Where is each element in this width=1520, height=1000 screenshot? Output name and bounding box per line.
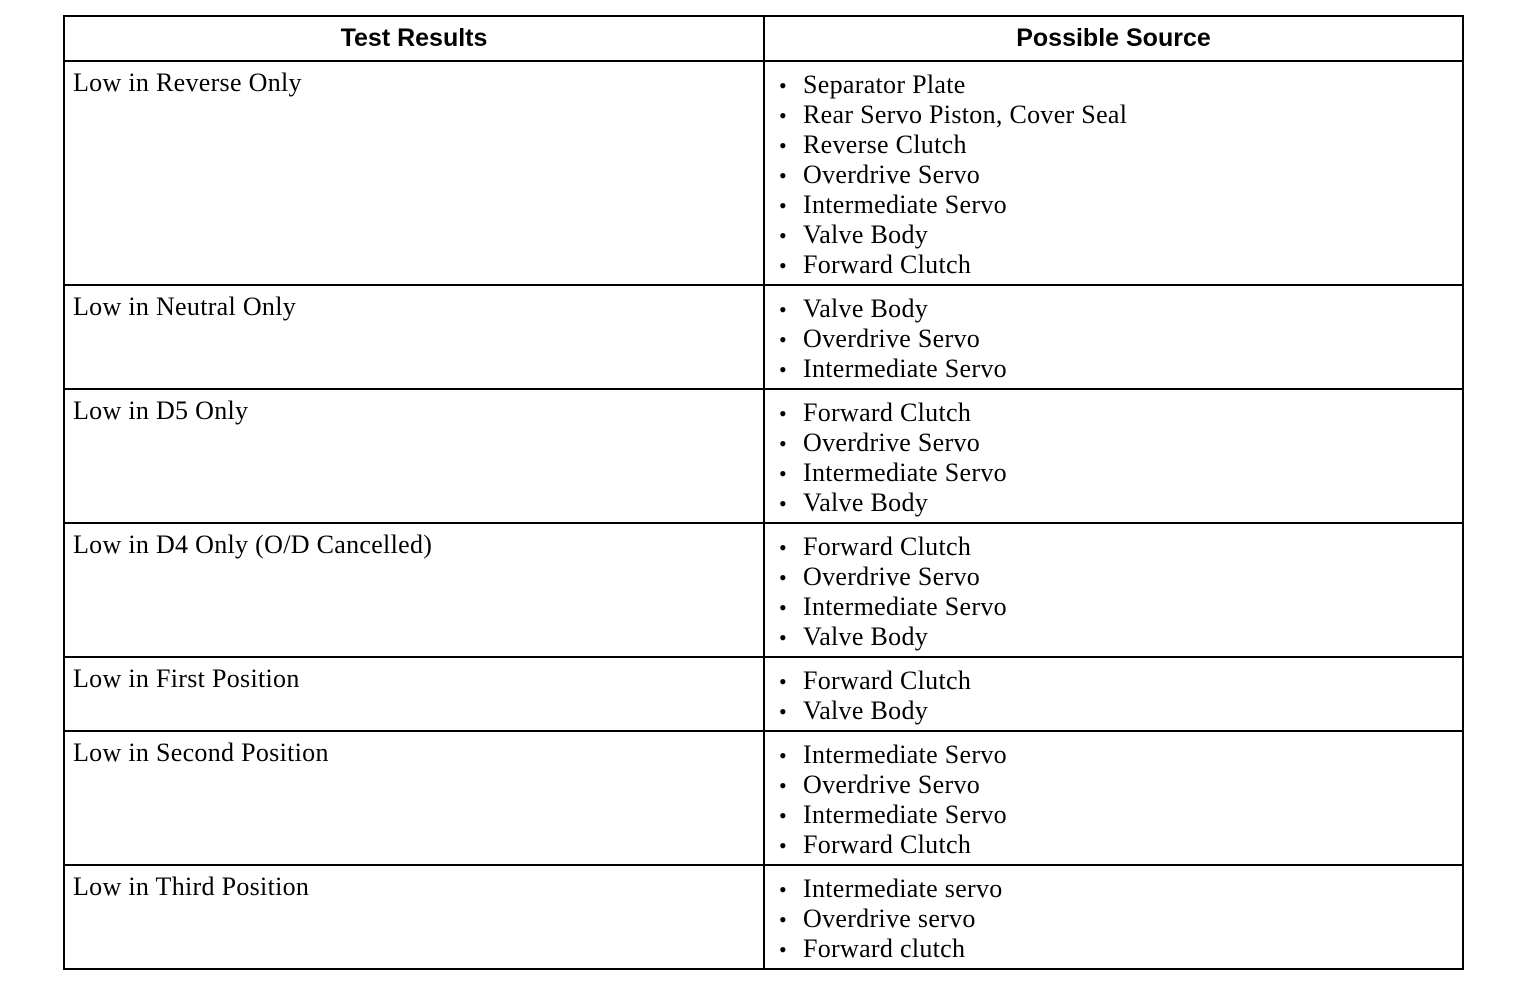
possible-source-cell xyxy=(764,657,1463,731)
source-text: Intermediate Servo xyxy=(803,190,1007,219)
test-result-cell xyxy=(64,523,764,657)
test-result-text: Low in Second Position xyxy=(73,738,329,767)
source-text: Valve Body xyxy=(803,622,929,651)
possible-source-list xyxy=(765,658,1462,730)
bullet-icon: • xyxy=(779,773,788,798)
table-row xyxy=(64,657,1463,731)
source-text: Overdrive Servo xyxy=(803,562,981,591)
table-row xyxy=(64,61,1463,285)
table-row xyxy=(64,389,1463,523)
source-text: Forward Clutch xyxy=(803,250,972,279)
source-text: Overdrive Servo xyxy=(803,428,981,457)
test-result-cell xyxy=(64,731,764,865)
list-item xyxy=(779,488,1462,518)
list-item xyxy=(779,770,1462,800)
source-text: Forward Clutch xyxy=(803,666,972,695)
source-text: Intermediate Servo xyxy=(803,740,1007,769)
test-result-cell xyxy=(64,285,764,389)
source-text: Valve Body xyxy=(803,488,929,517)
possible-source-cell xyxy=(764,731,1463,865)
source-text: Forward Clutch xyxy=(803,398,972,427)
header-possible-source: Possible Source xyxy=(764,16,1463,61)
bullet-icon: • xyxy=(779,461,788,486)
bullet-icon: • xyxy=(779,907,788,932)
source-text: Overdrive servo xyxy=(803,904,976,933)
list-item xyxy=(779,100,1462,130)
list-item xyxy=(779,458,1462,488)
list-item xyxy=(779,532,1462,562)
source-text: Valve Body xyxy=(803,294,929,323)
bullet-icon: • xyxy=(779,699,788,724)
list-item xyxy=(779,666,1462,696)
list-item xyxy=(779,696,1462,726)
bullet-icon: • xyxy=(779,133,788,158)
source-text: Intermediate servo xyxy=(803,874,1003,903)
bullet-icon: • xyxy=(779,73,788,98)
possible-source-list xyxy=(765,62,1462,284)
bullet-icon: • xyxy=(779,431,788,456)
source-text: Valve Body xyxy=(803,696,929,725)
bullet-icon: • xyxy=(779,743,788,768)
test-result-text: Low in Reverse Only xyxy=(73,68,302,97)
list-item xyxy=(779,324,1462,354)
test-result-text: Low in Third Position xyxy=(73,872,310,901)
bullet-icon: • xyxy=(779,625,788,650)
list-item xyxy=(779,70,1462,100)
bullet-icon: • xyxy=(779,253,788,278)
bullet-icon: • xyxy=(779,491,788,516)
list-item xyxy=(779,428,1462,458)
source-text: Reverse Clutch xyxy=(803,130,967,159)
table-row xyxy=(64,285,1463,389)
table-row xyxy=(64,865,1463,969)
source-text: Rear Servo Piston, Cover Seal xyxy=(803,100,1128,129)
source-text: Overdrive Servo xyxy=(803,324,981,353)
list-item xyxy=(779,934,1462,964)
source-text: Valve Body xyxy=(803,220,929,249)
bullet-icon: • xyxy=(779,223,788,248)
list-item xyxy=(779,800,1462,830)
list-item xyxy=(779,220,1462,250)
list-item xyxy=(779,904,1462,934)
test-result-cell xyxy=(64,61,764,285)
source-text: Intermediate Servo xyxy=(803,354,1007,383)
bullet-icon: • xyxy=(779,803,788,828)
source-text: Forward clutch xyxy=(803,934,966,963)
list-item xyxy=(779,250,1462,280)
possible-source-list xyxy=(765,866,1462,968)
list-item xyxy=(779,740,1462,770)
possible-source-cell xyxy=(764,389,1463,523)
source-text: Intermediate Servo xyxy=(803,592,1007,621)
source-text: Forward Clutch xyxy=(803,830,972,859)
bullet-icon: • xyxy=(779,297,788,322)
bullet-icon: • xyxy=(779,937,788,962)
bullet-icon: • xyxy=(779,877,788,902)
test-result-cell xyxy=(64,865,764,969)
list-item xyxy=(779,354,1462,384)
possible-source-list xyxy=(765,732,1462,864)
bullet-icon: • xyxy=(779,103,788,128)
list-item xyxy=(779,190,1462,220)
test-result-text: Low in D4 Only (O/D Cancelled) xyxy=(73,530,433,559)
bullet-icon: • xyxy=(779,327,788,352)
list-item xyxy=(779,294,1462,324)
list-item xyxy=(779,160,1462,190)
bullet-icon: • xyxy=(779,401,788,426)
bullet-icon: • xyxy=(779,357,788,382)
test-result-text: Low in D5 Only xyxy=(73,396,249,425)
possible-source-list xyxy=(765,524,1462,656)
possible-source-cell xyxy=(764,61,1463,285)
source-text: Forward Clutch xyxy=(803,532,972,561)
table-row xyxy=(64,523,1463,657)
possible-source-cell xyxy=(764,865,1463,969)
bullet-icon: • xyxy=(779,565,788,590)
bullet-icon: • xyxy=(779,163,788,188)
header-row xyxy=(64,16,1463,61)
list-item xyxy=(779,874,1462,904)
list-item xyxy=(779,592,1462,622)
source-text: Overdrive Servo xyxy=(803,160,981,189)
test-result-cell xyxy=(64,657,764,731)
list-item xyxy=(779,562,1462,592)
diagnosis-table xyxy=(63,15,1464,970)
bullet-icon: • xyxy=(779,193,788,218)
bullet-icon: • xyxy=(779,535,788,560)
source-text: Intermediate Servo xyxy=(803,458,1007,487)
possible-source-cell xyxy=(764,523,1463,657)
source-text: Separator Plate xyxy=(803,70,966,99)
list-item xyxy=(779,830,1462,860)
source-text: Intermediate Servo xyxy=(803,800,1007,829)
bullet-icon: • xyxy=(779,669,788,694)
header-test-results: Test Results xyxy=(64,16,764,61)
source-text: Overdrive Servo xyxy=(803,770,981,799)
table-row xyxy=(64,731,1463,865)
possible-source-list xyxy=(765,390,1462,522)
test-result-text: Low in Neutral Only xyxy=(73,292,297,321)
list-item xyxy=(779,130,1462,160)
list-item xyxy=(779,398,1462,428)
bullet-icon: • xyxy=(779,833,788,858)
list-item xyxy=(779,622,1462,652)
possible-source-cell xyxy=(764,285,1463,389)
possible-source-list xyxy=(765,286,1462,388)
test-result-cell xyxy=(64,389,764,523)
bullet-icon: • xyxy=(779,595,788,620)
test-result-text: Low in First Position xyxy=(73,664,300,693)
